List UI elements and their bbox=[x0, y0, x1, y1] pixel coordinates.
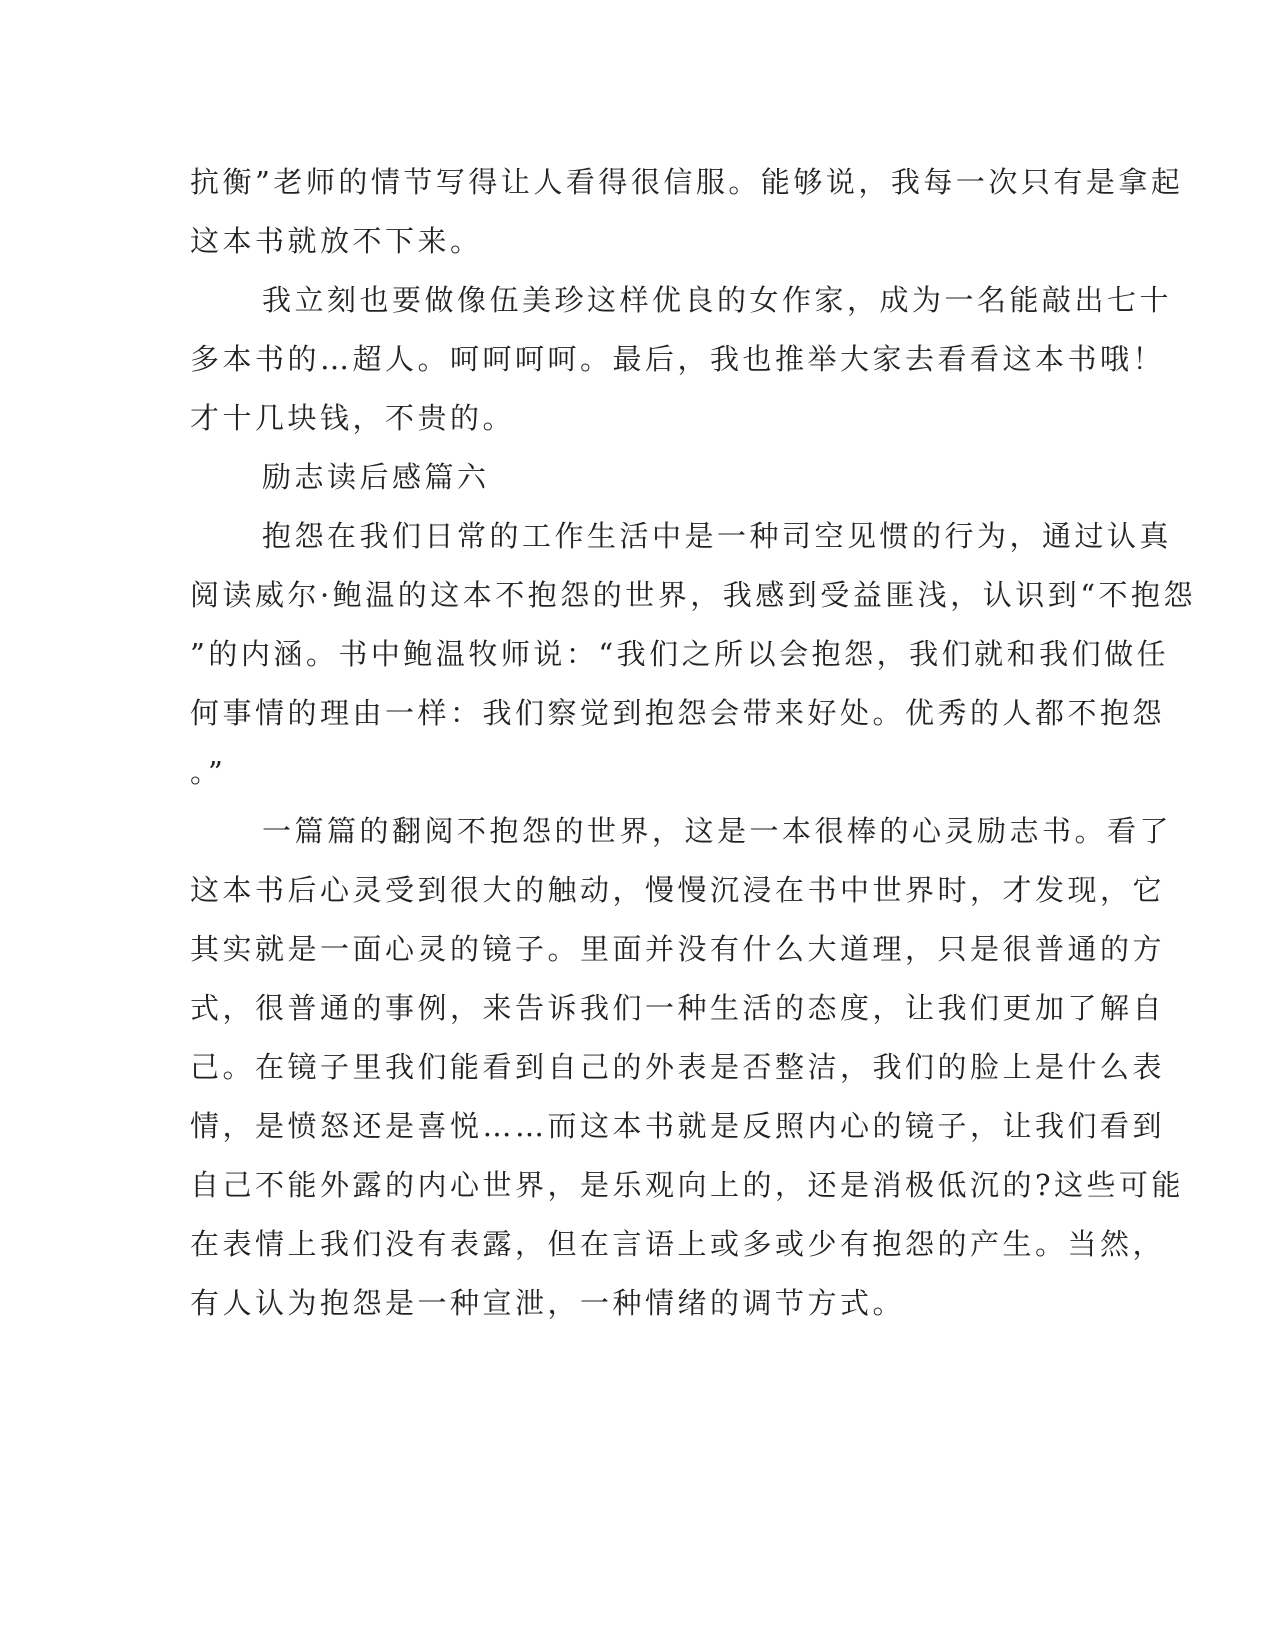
text-line: 情，是愤怒还是喜悦……而这本书就是反照内心的镜子，让我们看到 bbox=[190, 1109, 1166, 1143]
text-line: 我立刻也要做像伍美珍这样优良的女作家，成为一名能敲出七十 bbox=[262, 283, 1173, 317]
text-line: ”的内涵。书中鲍温牧师说：“我们之所以会抱怨，我们就和我们做任 bbox=[190, 637, 1170, 671]
text-line: 。” bbox=[190, 755, 227, 789]
text-line: 一篇篇的翻阅不抱怨的世界，这是一本很棒的心灵励志书。看了 bbox=[262, 814, 1173, 848]
text-line: 这本书后心灵受到很大的触动，慢慢沉浸在书中世界时，才发现，它 bbox=[190, 873, 1166, 907]
text-line: 抗衡”老师的情节写得让人看得很信服。能够说，我每一次只有是拿起 bbox=[190, 165, 1184, 199]
text-line: 有人认为抱怨是一种宣泄，一种情绪的调节方式。 bbox=[190, 1286, 906, 1320]
section-heading: 励志读后感篇六 bbox=[262, 460, 490, 494]
text-line: 自己不能外露的内心世界，是乐观向上的，还是消极低沉的?这些可能 bbox=[190, 1168, 1185, 1202]
text-line: 多本书的…超人。呵呵呵呵。最后，我也推举大家去看看这本书哦！ bbox=[190, 342, 1166, 376]
text-line: 在表情上我们没有表露，但在言语上或多或少有抱怨的产生。当然， bbox=[190, 1227, 1166, 1261]
text-line: 阅读威尔·鲍温的这本不抱怨的世界，我感到受益匪浅，认识到“不抱怨 bbox=[190, 578, 1197, 612]
text-line: 抱怨在我们日常的工作生活中是一种司空见惯的行为，通过认真 bbox=[262, 519, 1173, 553]
text-line: 才十几块钱，不贵的。 bbox=[190, 401, 516, 435]
text-line: 这本书就放不下来。 bbox=[190, 224, 483, 258]
text-line: 其实就是一面心灵的镜子。里面并没有什么大道理，只是很普通的方 bbox=[190, 932, 1166, 966]
text-line: 何事情的理由一样：我们察觉到抱怨会带来好处。优秀的人都不抱怨 bbox=[190, 696, 1166, 730]
text-line: 式，很普通的事例，来告诉我们一种生活的态度，让我们更加了解自 bbox=[190, 991, 1166, 1025]
text-line: 己。在镜子里我们能看到自己的外表是否整洁，我们的脸上是什么表 bbox=[190, 1050, 1166, 1084]
